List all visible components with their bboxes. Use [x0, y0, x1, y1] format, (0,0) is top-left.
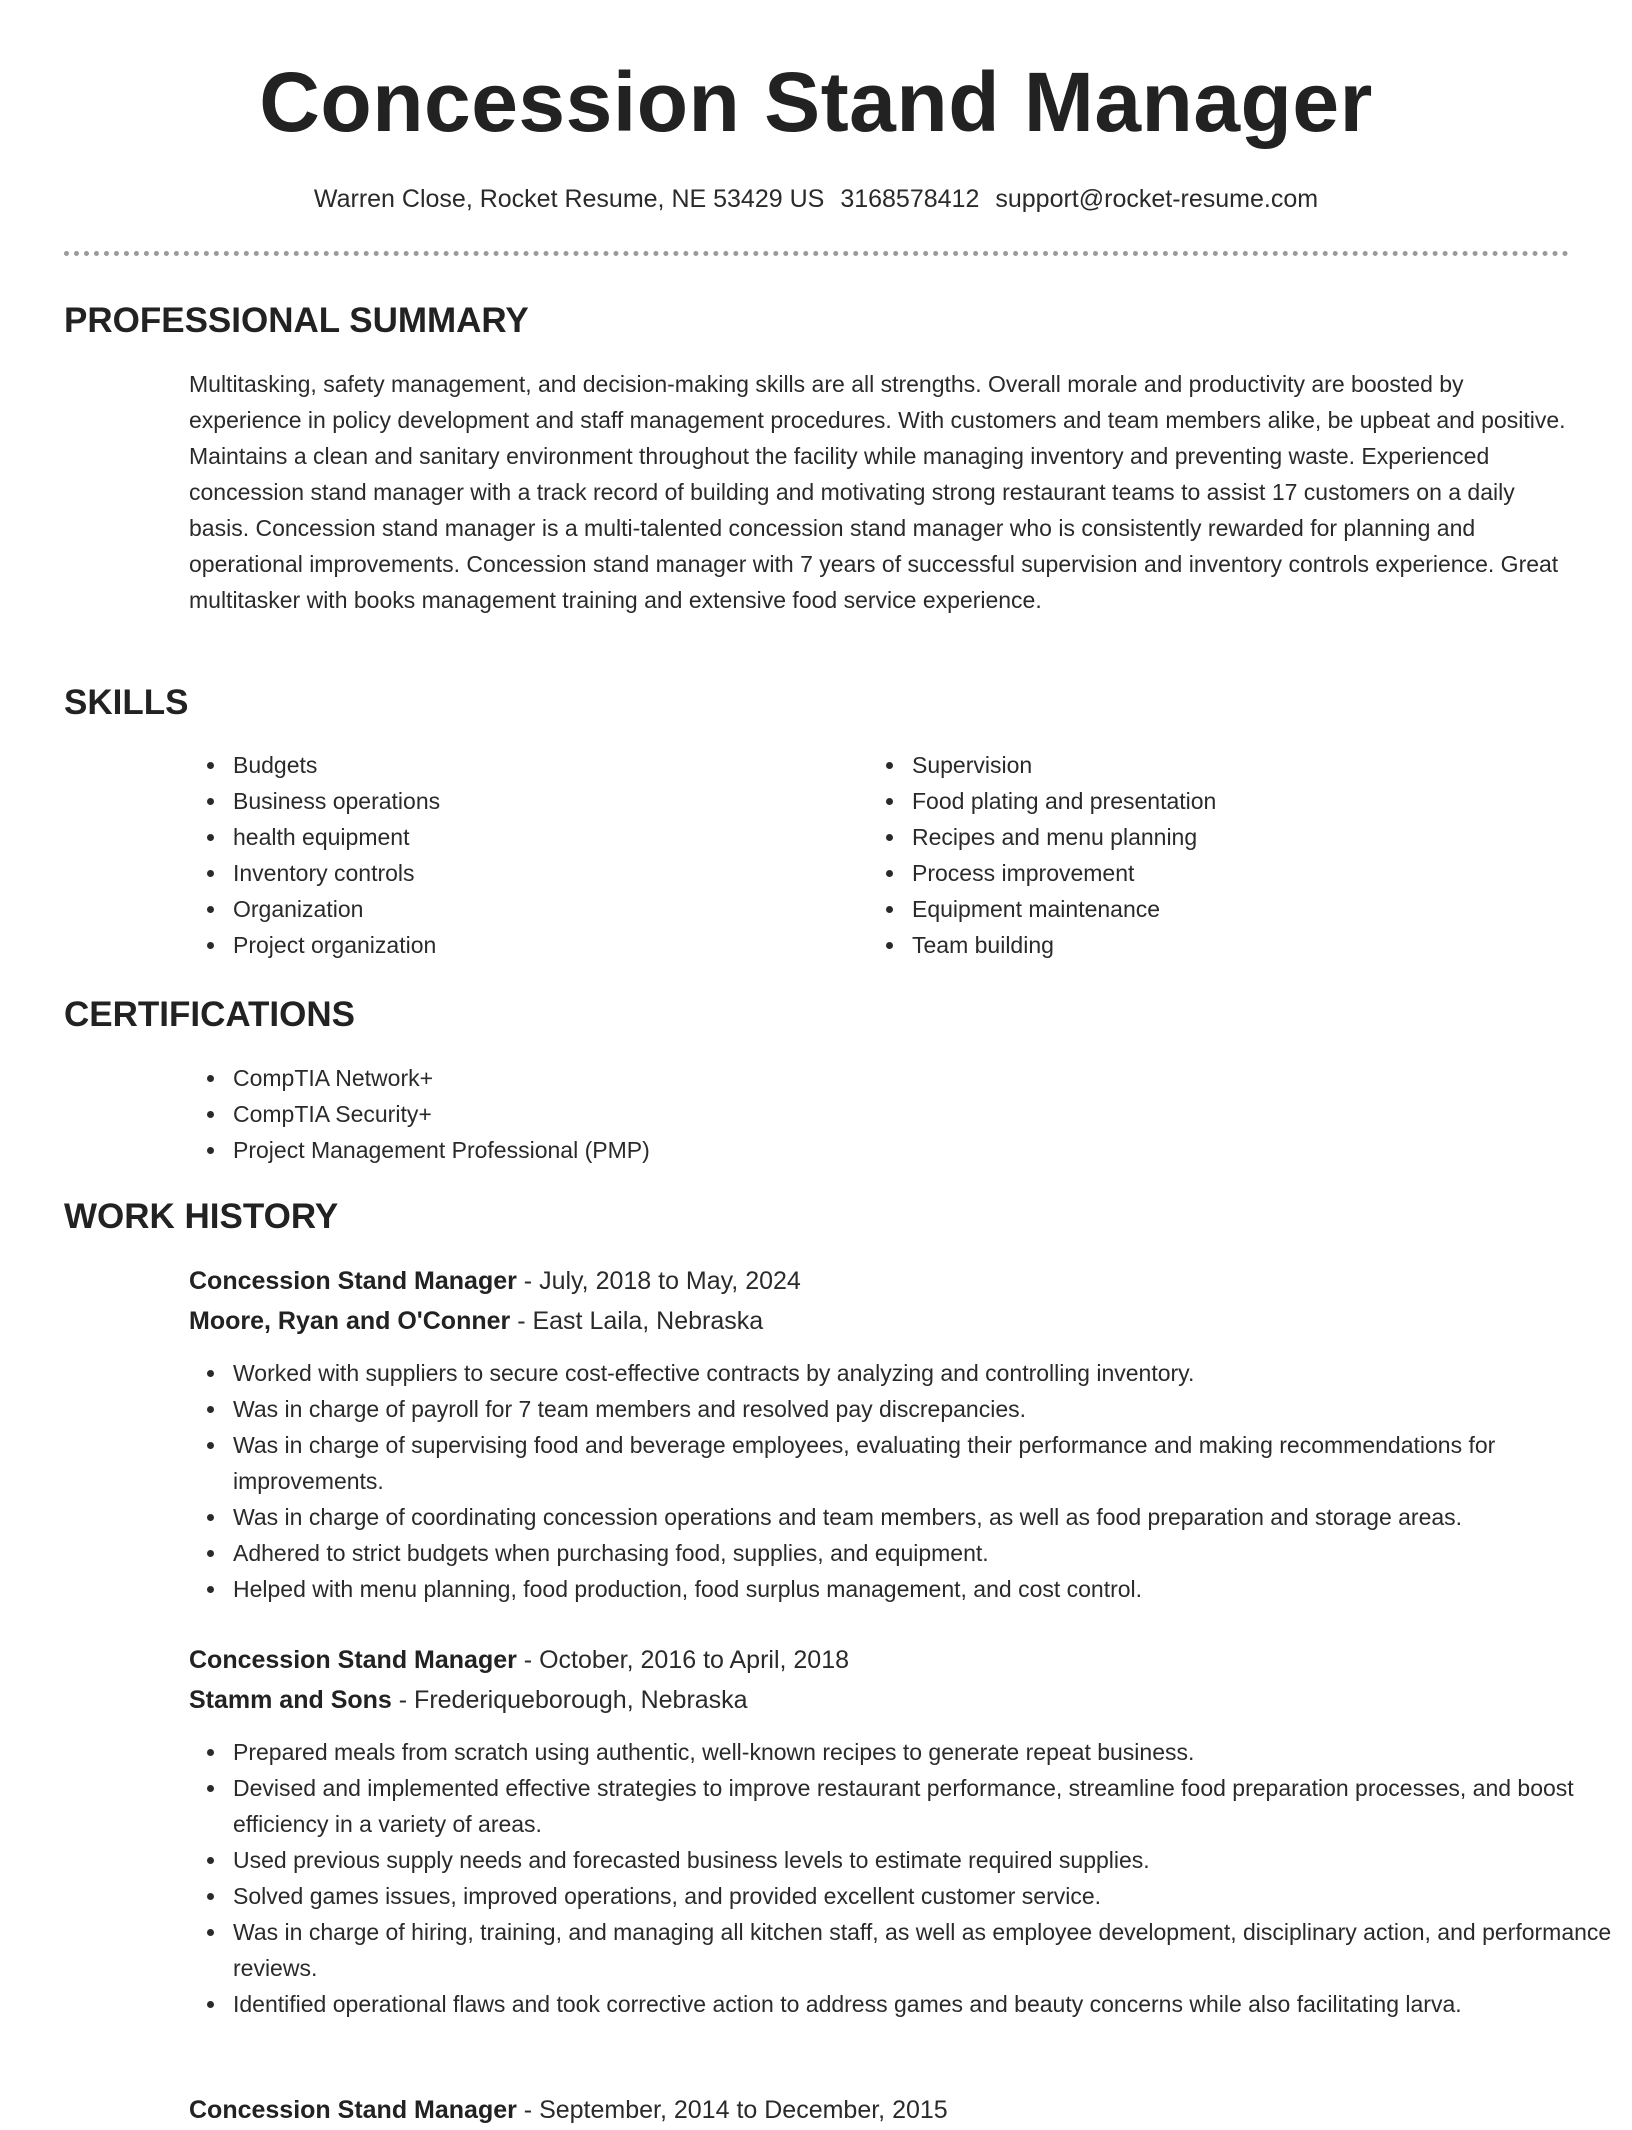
- job-company: Stamm and Sons: [189, 1686, 392, 1714]
- job-bullet: Identified operational flaws and took corrective action to address games and beauty concerns while also facilitating larva.: [233, 1986, 1615, 2022]
- header-divider: [64, 251, 1569, 256]
- skill-item: Business operations: [233, 783, 853, 819]
- job-title-line: [189, 1261, 801, 1301]
- contact-line: [0, 182, 1632, 216]
- contact-email[interactable]: support@rocket-resume.com: [995, 185, 1319, 213]
- resume-name-heading: Concession Stand Manager: [259, 55, 1373, 149]
- job-bullet: Was in charge of supervising food and beverage employees, evaluating their performance and making recommendations for improvements.: [233, 1427, 1615, 1499]
- certification-item: CompTIA Security+: [233, 1096, 1133, 1132]
- skill-item: health equipment: [233, 819, 853, 855]
- job-bullet: Worked with suppliers to secure cost-effective contracts by analyzing and controlling inventory.: [233, 1355, 1615, 1391]
- job-title-line: [189, 1640, 849, 1680]
- job-bullet: Solved games issues, improved operations, and provided excellent customer service.: [233, 1878, 1615, 1914]
- skill-item: Process improvement: [912, 855, 1552, 891]
- skill-item: Supervision: [912, 747, 1552, 783]
- summary-section-title: PROFESSIONAL SUMMARY: [64, 301, 529, 340]
- job-location: - Frederiqueborough, Nebraska: [391, 1686, 748, 1714]
- job-bullets: [189, 1355, 1615, 1607]
- certification-item: Project Management Professional (PMP): [233, 1132, 1133, 1168]
- skill-item: Team building: [912, 927, 1552, 963]
- skill-item: Recipes and menu planning: [912, 819, 1552, 855]
- summary-text: Multitasking, safety management, and decision-making skills are all strengths. Overall morale and productivity are boosted by experience in policy development and staff management procedures. With customers and team members alike, be upbeat and positive. Maintains a clean and sanitary environment throughout the facility while managing inventory and preventing waste. Experienced concession stand manager with a track record of building and motivating strong restaurant teams to assist 17 customers on a daily basis. Concession stand manager is a multi-talented concession stand manager who is consistently rewarded for planning and operational improvements. Concession stand manager with 7 years of successful supervision and inventory controls experience. Great multitasker with books management training and extensive food service experience.: [189, 371, 1566, 613]
- skills-list-left: [189, 747, 853, 963]
- skill-item: Equipment maintenance: [912, 891, 1552, 927]
- job-bullet: Adhered to strict budgets when purchasing food, supplies, and equipment.: [233, 1535, 1615, 1571]
- skill-item: Inventory controls: [233, 855, 853, 891]
- job-company-line: [189, 1680, 748, 1720]
- job-dates: - July, 2018 to May, 2024: [516, 1267, 801, 1295]
- contact-address: Warren Close, Rocket Resume, NE 53429 US: [313, 185, 825, 213]
- job-title-line: [189, 2090, 948, 2130]
- job-company: Moore, Ryan and O'Conner: [189, 1307, 511, 1335]
- certification-item: CompTIA Network+: [233, 1060, 1133, 1096]
- job-dates: - October, 2016 to April, 2018: [516, 1646, 850, 1674]
- certifications-list: [189, 1060, 1133, 1168]
- job-bullet: Was in charge of payroll for 7 team members and resolved pay discrepancies.: [233, 1391, 1615, 1427]
- job-role: Concession Stand Manager: [189, 1267, 517, 1295]
- skill-item: Organization: [233, 891, 853, 927]
- job-bullet: Used previous supply needs and forecasted business levels to estimate required supplies.: [233, 1842, 1615, 1878]
- skills-section-title: SKILLS: [64, 683, 189, 722]
- job-bullets: [189, 1734, 1615, 2022]
- skill-item: Project organization: [233, 927, 853, 963]
- job-bullet: Devised and implemented effective strategies to improve restaurant performance, streamline food preparation processes, and boost efficiency in a variety of areas.: [233, 1770, 1615, 1842]
- job-bullet: Was in charge of hiring, training, and managing all kitchen staff, as well as employee development, disciplinary action, and performance reviews.: [233, 1914, 1615, 1986]
- skills-list-right: [868, 747, 1552, 963]
- contact-phone: 3168578412: [840, 185, 980, 213]
- job-role: Concession Stand Manager: [189, 1646, 517, 1674]
- job-bullet: Prepared meals from scratch using authentic, well-known recipes to generate repeat business.: [233, 1734, 1615, 1770]
- work-history-section-title: WORK HISTORY: [64, 1197, 339, 1236]
- job-dates: - September, 2014 to December, 2015: [516, 2096, 948, 2124]
- job-role: Concession Stand Manager: [189, 2096, 517, 2124]
- skill-item: Budgets: [233, 747, 853, 783]
- certifications-section-title: CERTIFICATIONS: [64, 995, 356, 1034]
- job-bullet: Was in charge of coordinating concession operations and team members, as well as food preparation and storage areas.: [233, 1499, 1615, 1535]
- skill-item: Food plating and presentation: [912, 783, 1552, 819]
- job-company-line: [189, 1301, 763, 1341]
- job-bullet: Helped with menu planning, food production, food surplus management, and cost control.: [233, 1571, 1615, 1607]
- job-location: - East Laila, Nebraska: [510, 1307, 764, 1335]
